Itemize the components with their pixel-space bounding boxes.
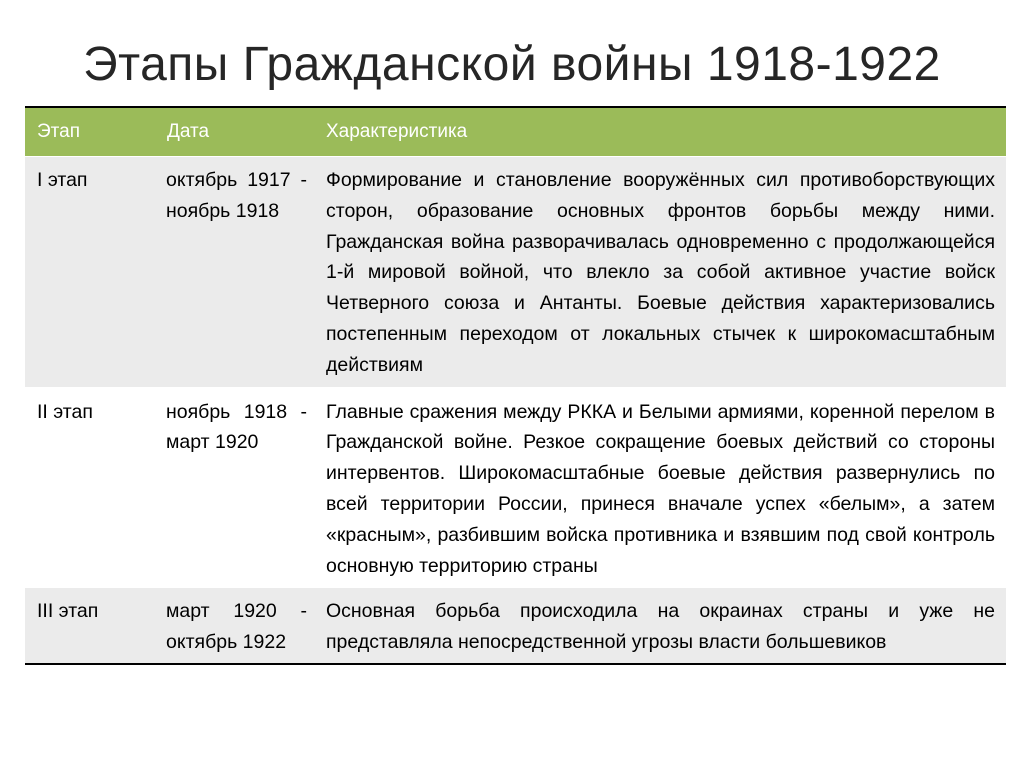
stage-cell: III этап <box>25 588 155 664</box>
description-cell: Формирование и становление вооружённых сил противоборствующих сторон, образование основных фронтов борьбы между ними. Гражданская война разворачивалась одновременно с продолжающейся 1-й мировой войной, что влекло за собой активное участие войск Четверного союза и Антанты. Боевые действия характеризовались постепенным переходом от локальных стычек к широкомасштабным действиям <box>315 157 1006 388</box>
stages-table <box>25 106 1006 665</box>
stage-cell: II этап <box>25 387 155 588</box>
page-title: Этапы Гражданской войны 1918-1922 <box>83 38 941 91</box>
date-cell: октябрь 1917 - ноябрь 1918 <box>155 157 315 388</box>
header-stage: Этап <box>25 107 155 157</box>
date-cell: март 1920 - октябрь 1922 <box>155 588 315 664</box>
header-description: Характеристика <box>315 107 1006 157</box>
stage-cell: I этап <box>25 157 155 388</box>
description-cell: Главные сражения между РККА и Белыми армиями, коренной перелом в Гражданской войне. Резкое сокращение боевых действий со стороны интервентов. Широкомасштабные боевые действия развернулись по всей территории России, принеся вначале успех «белым», а затем «красным», разбившим войска противника и взявшим под свой контроль основную территорию страны <box>315 387 1006 588</box>
header-date: Дата <box>155 107 315 157</box>
stages-table-container <box>25 106 1006 665</box>
date-cell: ноябрь 1918 - март 1920 <box>155 387 315 588</box>
table-row <box>25 588 1006 664</box>
description-cell: Основная борьба происходила на окраинах страны и уже не представляла непосредственной угрозы власти большевиков <box>315 588 1006 664</box>
table-row <box>25 387 1006 588</box>
table-row <box>25 157 1006 388</box>
table-header-row <box>25 107 1006 157</box>
